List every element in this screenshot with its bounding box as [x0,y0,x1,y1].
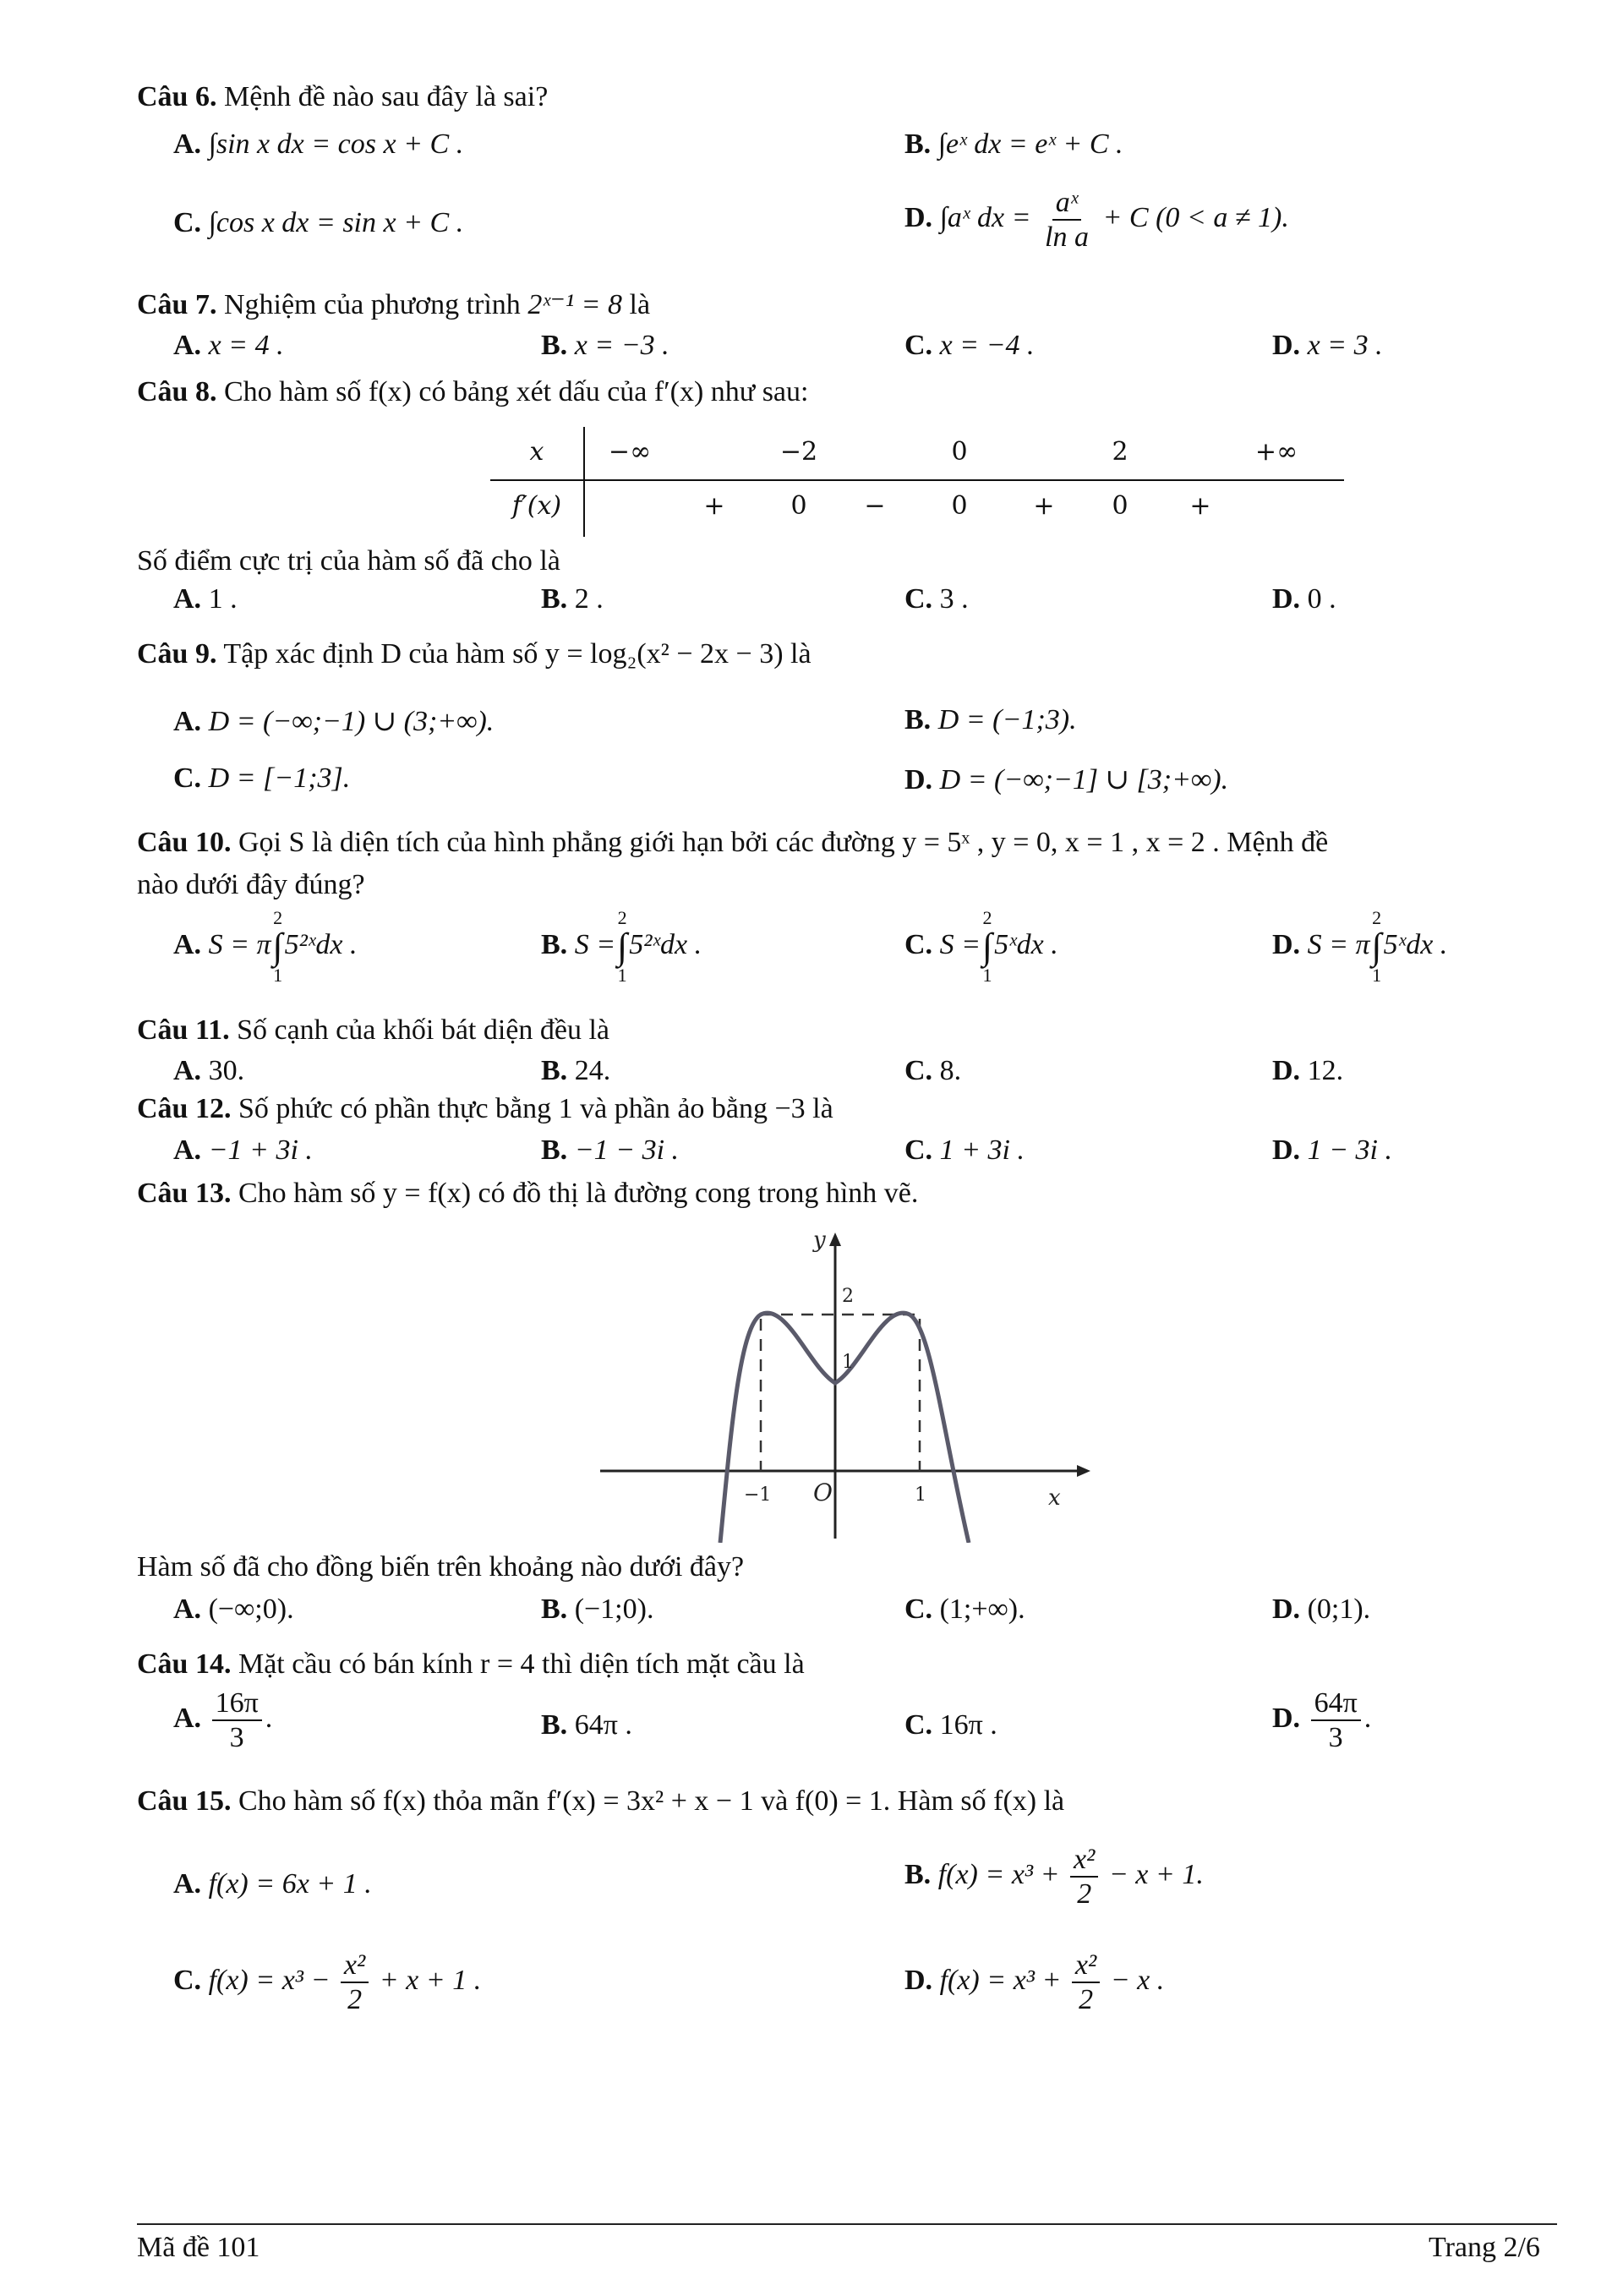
x-axis-label: x [1048,1485,1061,1511]
q11-option-d: D. 12. [1272,1055,1344,1086]
sign-table-x-label: x [529,437,544,467]
sign: + [703,491,725,521]
q9-option-b: B. D = (−1;3). [904,704,1077,735]
q8-option-a: A. 1 . [173,583,238,615]
q8-sign-table [490,427,1344,537]
x-axis-arrow [1077,1465,1090,1477]
q8-option-d: D. 0 . [1272,583,1336,615]
q7-stem: Câu 7. Nghiệm của phương trình 2ˣ⁻¹ = 8 là [137,289,651,320]
y-axis-arrow [829,1233,841,1246]
q13-function-graph [592,1217,1099,1543]
q11-stem: Câu 11. Số cạnh của khối bát diện đều là [137,1014,610,1046]
q15-option-d: D. f(x) = x³ + $\frac{\text{x²}}{2}$ − x . [904,1949,1165,2016]
q6-option-a: A. ∫sin x dx = cos x + C . [173,128,464,160]
x-value: +∞ [1254,437,1298,467]
q12-option-c: C. 1 + 3i . [904,1134,1025,1166]
q10-option-b: B. S = 2 ∫ 1 5²ˣdx . [541,907,702,987]
sign: 0 [790,491,807,521]
q9-option-a: A. D = (−∞;−1) ∪ (3;+∞). [173,706,495,737]
q9-stem: Câu 9. Tập xác định D của hàm số y = log₂(x² − 2x − 3) là [137,638,812,670]
q7-option-b: B. x = −3 . [541,330,669,361]
q10-stem: Câu 10. Gọi S là diện tích của hình phẳng giới hạn bởi các đường y = 5ˣ , y = 0, x = 1 , x = 2 . Mệnh đề [137,827,1329,858]
q10-option-d: D. S = π 2 ∫ 1 5ˣdx . [1272,907,1448,987]
q13-after: Hàm số đã cho đồng biến trên khoảng nào dưới đây? [137,1551,745,1583]
q10-option-a: A. S = π 2 ∫ 1 5²ˣdx . [173,907,358,987]
q11-option-b: B. 24. [541,1055,611,1086]
footer-exam-code: Mã đề 101 [137,2232,260,2263]
q12-option-d: D. 1 − 3i . [1272,1134,1392,1166]
sign: − [864,491,886,521]
q8-after: Số điểm cực trị của hàm số đã cho là [137,545,560,577]
q14-option-a: A. $\frac{16\pi}{3}$ . [173,1687,273,1754]
q12-option-b: B. −1 − 3i . [541,1134,680,1166]
q13-option-c: C. (1;+∞). [904,1594,1025,1625]
q9-option-c: C. D = [−1;3]. [173,763,351,794]
q15-option-c: C. f(x) = x³ − $\frac{\text{x²}}{2}$ + x + 1 . [173,1949,482,2016]
q14-stem: Câu 14. Mặt cầu có bán kính r = 4 thì diện tích mặt cầu là [137,1648,805,1680]
q12-stem: Câu 12. Số phức có phần thực bằng 1 và phần ảo bằng −3 là [137,1093,833,1124]
q7-option-c: C. x = −4 . [904,330,1035,361]
q14-option-b: B. 64π . [541,1709,632,1741]
q6-option-d: D. ∫aˣ dx = $\frac{\text{aˣ}}{\text{ln a}}$ + C (0 < a ≠ 1). [904,187,1289,254]
q14-option-c: C. 16π . [904,1709,997,1741]
q10-stem-cont: nào dưới đây đúng? [137,869,365,900]
x-value: −2 [779,437,818,467]
q13-option-b: B. (−1;0). [541,1594,654,1625]
q13-stem: Câu 13. Cho hàm số y = f(x) có đồ thị là đường cong trong hình vẽ. [137,1178,919,1209]
q8-stem: Câu 8. Cho hàm số f(x) có bảng xét dấu của f′(x) như sau: [137,376,809,407]
tick-1: 1 [915,1484,926,1506]
q13-option-d: D. (0;1). [1272,1594,1371,1625]
q15-option-a: A. f(x) = 6x + 1 . [173,1868,372,1900]
q15-stem: Câu 15. Cho hàm số f(x) thỏa mãn f′(x) = 3x² + x − 1 và f(0) = 1. Hàm số f(x) là [137,1785,1065,1817]
footer-page-number: Trang 2/6 [1429,2232,1540,2263]
q6-option-c: C. ∫cos x dx = sin x + C . [173,207,464,238]
sign: 0 [951,491,968,521]
q7-option-d: D. x = 3 . [1272,330,1383,361]
q8-option-b: B. 2 . [541,583,604,615]
q6-stem: Câu 6. Mệnh đề nào sau đây là sai? [137,81,549,112]
q11-option-c: C. 8. [904,1055,962,1086]
q12-option-a: A. −1 + 3i . [173,1134,313,1166]
sign: + [1189,491,1211,521]
x-value: 2 [1112,437,1128,467]
q7-option-a: A. x = 4 . [173,330,284,361]
footer-divider [137,2223,1557,2225]
q13-option-a: A. (−∞;0). [173,1594,294,1625]
sign: 0 [1112,491,1128,521]
q6-option-b: B. ∫eˣ dx = eˣ + C . [904,128,1123,160]
q14-option-d: D. $\frac{64\pi}{3}$ . [1272,1687,1372,1754]
x-value: 0 [951,437,968,467]
q15-option-b: B. f(x) = x³ + $\frac{\text{x²}}{2}$ − x + 1. [904,1844,1204,1911]
q11-option-a: A. 30. [173,1055,245,1086]
function-curve [720,1313,969,1543]
tick-minus1: −1 [744,1484,772,1506]
x-value: −∞ [608,437,652,467]
y-axis-label: y [813,1227,826,1253]
sign: + [1033,491,1055,521]
q10-option-c: C. S = 2 ∫ 1 5ˣdx . [904,907,1058,987]
origin-label: O [813,1479,833,1506]
q9-option-d: D. D = (−∞;−1] ∪ [3;+∞). [904,764,1229,795]
sign-table-fprime-label: f′(x) [511,491,562,521]
q8-option-c: C. 3 . [904,583,969,615]
tick-y2: 2 [842,1286,854,1307]
tick-y1: 1 [842,1352,854,1373]
